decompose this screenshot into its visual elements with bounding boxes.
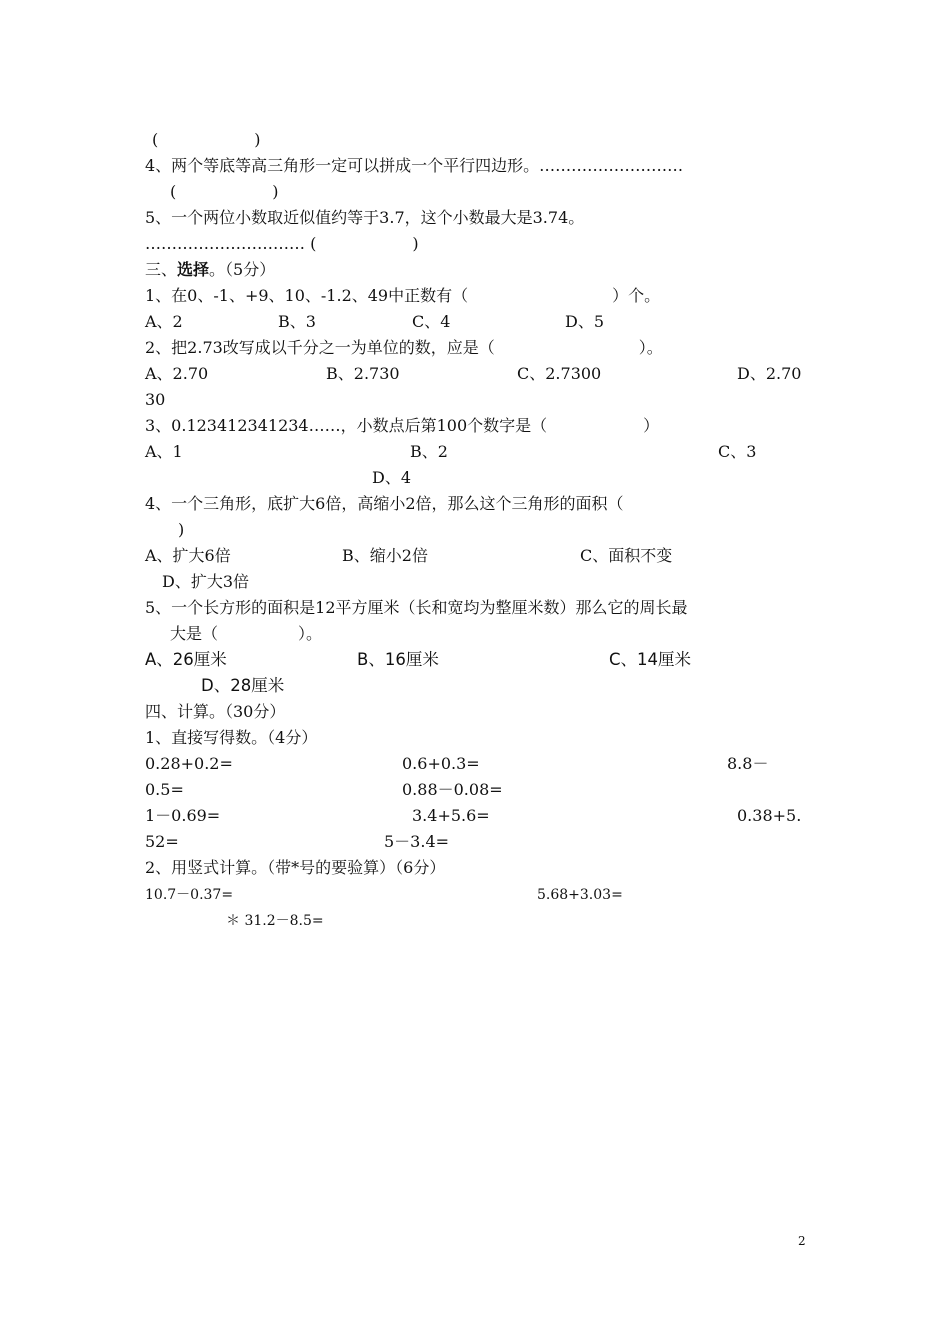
- choice-q4-option-b: B、缩小2倍: [342, 546, 428, 565]
- calc-vertical-3: ＊ 31.2－8.5=: [226, 913, 324, 929]
- heading-suffix: 。（5分）: [209, 260, 276, 279]
- choice-q2-option-c: C、2.7300: [517, 364, 602, 383]
- choice-q2-text: 2、把2.73改写成以千分之一为单位的数，应是（ ）。: [145, 338, 663, 357]
- choice-q2-option-a: A、2.70: [145, 364, 209, 383]
- calc-expr-2: 0.6+0.3=: [402, 754, 480, 773]
- choice-q5-option-b: B、16厘米: [357, 650, 439, 669]
- judge-q3-answer-paren: ( ): [152, 130, 261, 149]
- calc-expr-4: 0.88－0.08=: [402, 780, 503, 799]
- choice-q5-text-line2: 大是（ ）。: [170, 624, 323, 643]
- calc-vertical-1: 10.7－0.37=: [145, 887, 234, 903]
- choice-q4-text: 4、一个三角形，底扩大6倍，高缩小2倍，那么这个三角形的面积（: [145, 494, 624, 513]
- choice-q2-option-d: D、2.70: [737, 364, 802, 383]
- choice-q5-option-d: D、28厘米: [201, 676, 285, 695]
- judge-q4-text: 4、两个等底等高三角形一定可以拼成一个平行四边形。………………………: [145, 156, 684, 175]
- choice-q2-option-d-wrap: 30: [145, 390, 166, 409]
- calc-expr-7: 0.38+5.: [737, 806, 802, 825]
- calc-expr-8: 5－3.4=: [384, 832, 450, 851]
- calc-sub2-heading: 2、用竖式计算。（带*号的要验算）（6分）: [145, 858, 446, 877]
- heading-prefix: 三、: [145, 260, 178, 279]
- judge-q5-text: 5、一个两位小数取近似值约等于3.7，这个小数最大是3.74。: [145, 208, 585, 227]
- choice-q3-text: 3、0.123412341234……，小数点后第100个数字是（ ）: [145, 416, 660, 435]
- calc-expr-7-wrap: 52=: [145, 832, 179, 851]
- choice-q5-option-c: C、14厘米: [609, 650, 692, 669]
- choice-q4-option-c: C、面积不变: [580, 546, 673, 565]
- heading-bold: 选择: [177, 260, 210, 279]
- judge-q4-answer-paren: ( ): [170, 182, 279, 201]
- calc-sub1-heading: 1、直接写得数。（4分）: [145, 728, 318, 747]
- section-choice-heading: [145, 260, 275, 280]
- choice-q1-option-d: D、5: [565, 312, 605, 331]
- choice-q1-option-a: A、2: [145, 312, 183, 331]
- choice-q2-option-b: B、2.730: [326, 364, 400, 383]
- judge-q5-dots-paren: ………………………… ( ): [145, 234, 419, 253]
- choice-q4-option-d: D、扩大3倍: [162, 572, 250, 591]
- choice-q3-option-a: A、1: [145, 442, 183, 461]
- calc-vertical-2: 5.68+3.03=: [537, 887, 623, 903]
- choice-q1-text: 1、在0、-1、+9、10、-1.2、49中正数有（ ）个。: [145, 286, 661, 305]
- choice-q3-option-c: C、3: [718, 442, 757, 461]
- calc-expr-1: 0.28+0.2=: [145, 754, 233, 773]
- choice-q5-option-a: A、26厘米: [145, 650, 227, 669]
- choice-q3-option-d: D、4: [372, 468, 412, 487]
- choice-q1-option-b: B、3: [278, 312, 316, 331]
- choice-q5-text-line1: 5、一个长方形的面积是12平方厘米（长和宽均为整厘米数）那么它的周长最: [145, 598, 688, 617]
- calc-expr-5: 1－0.69=: [145, 806, 221, 825]
- choice-q4-close-paren: ): [178, 520, 185, 539]
- calc-expr-3-wrap: 0.5=: [145, 780, 184, 799]
- calc-expr-6: 3.4+5.6=: [412, 806, 490, 825]
- choice-q1-option-c: C、4: [412, 312, 451, 331]
- calc-expr-3: 8.8－: [727, 754, 769, 773]
- choice-q3-option-b: B、2: [410, 442, 448, 461]
- page-number: 2: [798, 1234, 806, 1248]
- section-calc-heading: 四、计算。（30分）: [145, 702, 286, 721]
- choice-q4-option-a: A、扩大6倍: [145, 546, 231, 565]
